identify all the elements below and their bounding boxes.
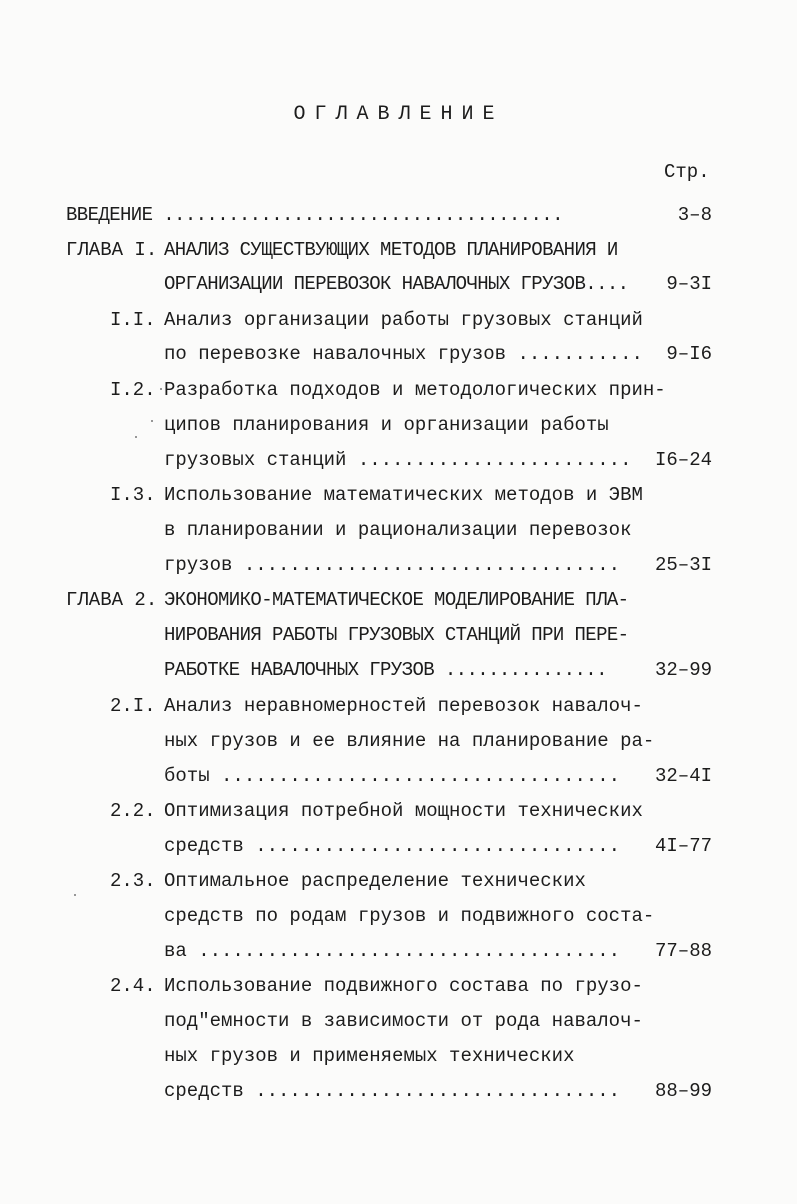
- scan-speck: [74, 894, 76, 896]
- toc-chapter-2-line-1: ЭКОНОМИКО-МАТЕМАТИЧЕСКОЕ МОДЕЛИРОВАНИЕ ПЛА-: [164, 589, 629, 611]
- toc-section-2-2-pages: 4I–77: [654, 835, 712, 857]
- toc-section-2-4-line-1: Использование подвижного состава по грузо-: [164, 975, 643, 997]
- toc-chapter-1-pages: 9–3I: [666, 273, 712, 295]
- toc-section-2-4-line-4: средств ................................: [164, 1080, 621, 1102]
- toc-section-2-1-line-2: ных грузов и ее влияние на планирование ра-: [164, 730, 655, 752]
- toc-chapter-2-line-3: РАБОТКЕ НАВАЛОЧНЫХ ГРУЗОВ ...............: [164, 659, 607, 681]
- page-column-label: Стр.: [664, 161, 710, 183]
- toc-section-2-3-prefix: 2.3.: [110, 870, 156, 892]
- toc-section-2-1-line-1: Анализ неравномерностей перевозок навалоч-: [164, 695, 643, 717]
- toc-section-1-3-pages: 25–3I: [654, 554, 712, 576]
- toc-section-1-2-line-3: грузовых станций ........................: [164, 449, 632, 471]
- toc-section-1-3-prefix: I.3.: [110, 484, 156, 506]
- toc-section-2-3-line-1: Оптимальное распределение технических: [164, 870, 586, 892]
- toc-section-1-1-pages: 9–I6: [666, 343, 712, 365]
- toc-section-1-3-line-1: Использование математических методов и ЭВМ: [164, 484, 643, 506]
- toc-section-1-3-line-2: в планировании и рационализации перевозок: [164, 519, 632, 541]
- toc-section-1-2-line-1: Разработка подходов и методологических прин-: [164, 379, 666, 401]
- toc-section-1-1-line-1: Анализ организации работы грузовых станций: [164, 309, 643, 331]
- toc-chapter-1-line-2: ОРГАНИЗАЦИИ ПЕРЕВОЗОК НАВАЛОЧНЫХ ГРУЗОВ....: [164, 273, 629, 295]
- toc-section-2-4-pages: 88–99: [654, 1080, 712, 1102]
- toc-entry-intro-line-1: ВВЕДЕНИЕ .....................................: [66, 204, 563, 226]
- page-title: ОГЛАВЛЕНИЕ: [293, 103, 504, 126]
- toc-chapter-1-line-1: АНАЛИЗ СУЩЕСТВУЮЩИХ МЕТОДОВ ПЛАНИРОВАНИЯ И: [164, 239, 618, 261]
- toc-section-2-3-pages: 77–88: [654, 940, 712, 962]
- toc-chapter-2-line-2: НИРОВАНИЯ РАБОТЫ ГРУЗОВЫХ СТАНЦИЙ ПРИ ПЕРЕ-: [164, 624, 629, 646]
- toc-section-2-2-line-1: Оптимизация потребной мощности технических: [164, 800, 643, 822]
- toc-section-2-3-line-3: ва .....................................: [164, 940, 621, 962]
- toc-chapter-2-pages: 32–99: [654, 659, 712, 681]
- toc-section-2-1-pages: 32–4I: [654, 765, 712, 787]
- toc-section-1-3-line-3: грузов .................................: [164, 554, 621, 576]
- toc-section-2-4-line-2: под"емности в зависимости от рода навалоч-: [164, 1010, 643, 1032]
- toc-section-2-2-prefix: 2.2.: [110, 800, 156, 822]
- toc-section-2-2-line-2: средств ................................: [164, 835, 621, 857]
- scan-speck: [135, 436, 137, 438]
- toc-section-1-2-pages: I6–24: [654, 449, 712, 471]
- toc-section-2-1-line-3: боты ...................................: [164, 765, 621, 787]
- scan-speck: [151, 420, 153, 422]
- toc-chapter-2-prefix: ГЛАВА 2.: [66, 589, 158, 611]
- toc-section-1-2-line-2: ципов планирования и организации работы: [164, 414, 609, 436]
- toc-section-1-1-line-2: по перевозке навалочных грузов ...........: [164, 343, 643, 365]
- toc-section-2-4-prefix: 2.4.: [110, 975, 156, 997]
- toc-section-2-4-line-3: ных грузов и применяемых технических: [164, 1045, 575, 1067]
- toc-section-2-1-prefix: 2.I.: [110, 695, 156, 717]
- toc-section-1-1-prefix: I.I.: [110, 309, 156, 331]
- scan-speck: [160, 388, 162, 390]
- toc-entry-intro-pages: 3–8: [677, 204, 712, 226]
- toc-section-1-2-prefix: I.2.: [110, 379, 156, 401]
- toc-chapter-1-prefix: ГЛАВА I.: [66, 239, 158, 261]
- toc-section-2-3-line-2: средств по родам грузов и подвижного соста-: [164, 905, 655, 927]
